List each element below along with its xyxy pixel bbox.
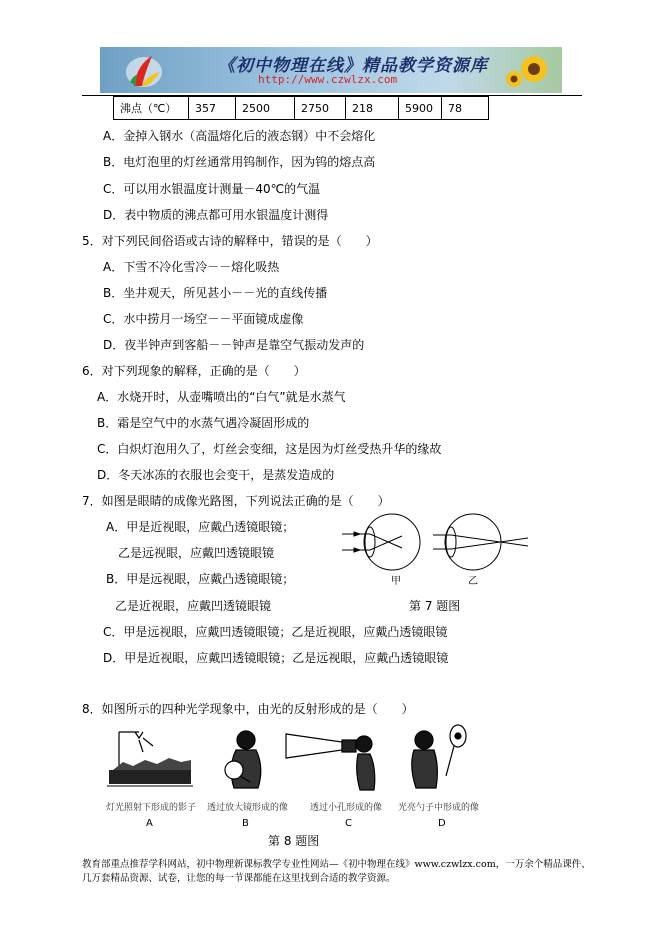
sunflower-icon [504,53,556,89]
eye-yi-icon [433,514,528,570]
q4-option-a: A．金掉入钢水（高温熔化后的液态钢）中不会熔化 [103,129,376,143]
table-row [114,97,489,120]
q7-option-a-line1: A．甲是近视眼，应戴凸透镜眼镜； [106,520,295,534]
q7-figure-caption: 第 7 题图 [409,599,461,613]
q8-letter-c: C [345,818,352,829]
shadow-figure-icon [105,724,195,794]
q5-option-d: D．夜半钟声到客船－－钟声是靠空气振动发声的 [103,338,365,352]
q4-option-d: D．表中物质的沸点都可用水银温度计测得 [103,208,329,222]
table-row-label: 沸点（℃） [114,97,189,120]
q7-stem: 7．如图是眼睛的成像光路图，下列说法正确的是（ ） [82,494,390,508]
site-title: 《初中物理在线》精品教学资源库 [218,56,488,76]
q6-option-d: D．冬天冰冻的衣服也会变干，是蒸发造成的 [97,468,335,482]
q8-letter-d: D [438,818,446,829]
footer-line-2: 几万套精品资源、试卷，让您的每一节课都能在这里找到合适的教学资源。 [82,873,396,884]
q7-option-b-line2: 乙是近视眼，应戴凹透镜眼镜 [115,599,272,613]
q8-letter-a: A [146,818,153,829]
spoon-figure-icon [404,724,470,794]
eye-jia-icon [342,514,420,570]
pinhole-figure-icon [282,728,382,794]
q6-option-c: C．白炽灯泡用久了，灯丝会变细，这是因为灯丝受热升华的缘故 [97,442,442,456]
q8-caption-b: 透过放大镜形成的像 [207,803,289,813]
eye-label-jia: 甲 [391,576,401,587]
q7-option-d: D．甲是近视眼，应戴凹透镜眼镜；乙是远视眼，应戴凸透镜眼镜 [103,651,449,665]
q6-option-a: A．水烧开时，从壶嘴喷出的“白气”就是水蒸气 [97,390,346,404]
boiling-point-table [113,96,489,120]
q6-stem: 6．对下列现象的解释，正确的是（ ） [82,364,306,378]
q5-option-b: B．坐井观天，所见甚小－－光的直线传播 [103,286,328,300]
site-logo-icon [122,52,166,90]
q7-option-b-line1: B．甲是远视眼，应戴凸透镜眼镜； [106,572,295,586]
site-url[interactable]: http://www.czwlzx.com [258,73,398,86]
table-cell: 2750 [295,97,346,120]
q8-figure-caption: 第 8 题图 [268,834,320,848]
table-cell: 218 [346,97,399,120]
q8-caption-a: 灯光照射下形成的影子 [106,803,197,813]
table-cell: 5900 [399,97,442,120]
q8-stem: 8．如图所示的四种光学现象中，由光的反射形成的是（ ） [82,702,414,716]
header-banner [100,47,562,93]
eye-diagram [338,508,538,584]
table-cell: 2500 [236,97,295,120]
q7-option-a-line2: 乙是远视眼，应戴凹透镜眼镜 [118,546,275,560]
q5-option-a: A．下雪不冷化雪冷－－熔化吸热 [103,260,280,274]
table-cell: 78 [442,97,489,120]
q5-stem: 5．对下列民间俗语或古诗的解释中，错误的是（ ） [82,234,378,248]
q5-option-c: C．水中捞月一场空－－平面镜成虚像 [103,312,304,326]
q8-caption-d: 光亮勺子中形成的像 [398,803,480,813]
eye-label-yi: 乙 [468,576,478,587]
q4-option-c: C．可以用水银温度计测量－40℃的气温 [103,182,321,196]
q8-caption-c: 透过小孔形成的像 [310,803,383,813]
footer-line-1: 教育部重点推荐学科网站，初中物理新课标教学专业性网站—《初中物理在线》www.czwlzx.com，一万余个精品课件、 [82,859,591,870]
q4-option-b: B．电灯泡里的灯丝通常用钨制作，因为钨的熔点高 [103,155,376,169]
magnifier-figure-icon [212,726,280,794]
q6-option-b: B．霜是空气中的水蒸气遇冷凝固形成的 [97,416,310,430]
q8-letter-b: B [242,818,249,829]
table-cell: 357 [189,97,236,120]
q7-option-c: C．甲是远视眼，应戴凹透镜眼镜；乙是近视眼，应戴凸透镜眼镜 [103,625,448,639]
